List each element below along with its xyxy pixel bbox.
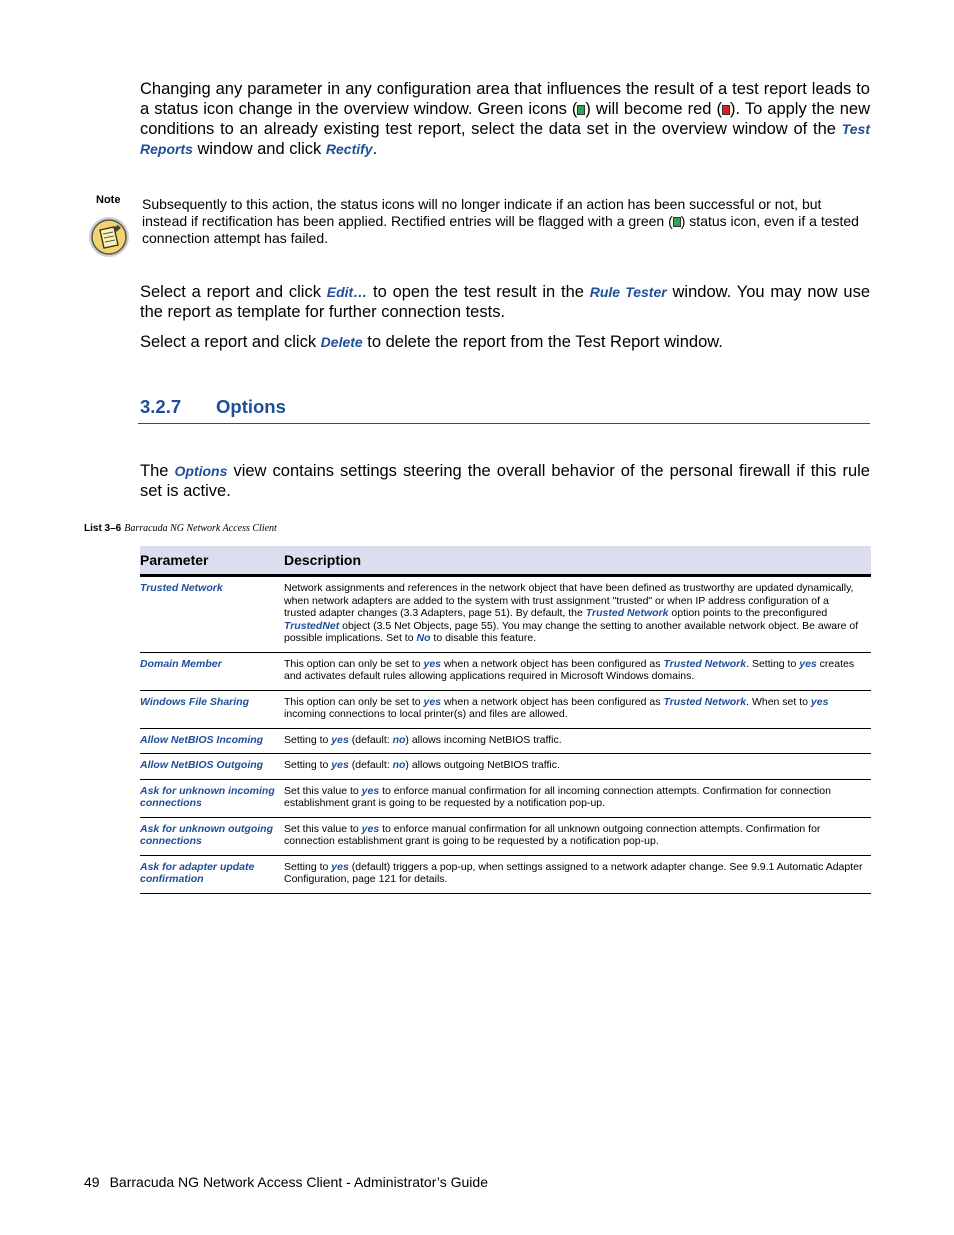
description-text: to enforce manual confirmation for all unknown outgoing connection attempts. Confirmation for connection establishment grant is going to be requested by a notification pop-up. bbox=[284, 822, 821, 847]
delete-keyword: Delete bbox=[320, 334, 363, 350]
description-text: Setting to bbox=[284, 860, 332, 873]
description-text: incoming connections to local printer(s) and files are allowed. bbox=[284, 708, 568, 720]
parameter-name: Ask for adapter update confirmation bbox=[140, 855, 284, 893]
section-number: 3.2.7 bbox=[140, 396, 182, 417]
options-text: The bbox=[140, 462, 175, 480]
parameter-description bbox=[284, 652, 871, 690]
table-row bbox=[140, 690, 871, 728]
description-text: . Setting to bbox=[746, 657, 800, 670]
list-caption bbox=[84, 523, 277, 534]
description-keyword: yes bbox=[423, 695, 442, 708]
edit-text: Select a report and click bbox=[140, 283, 327, 301]
description-text: Setting to bbox=[284, 733, 332, 746]
description-keyword: yes bbox=[423, 657, 442, 670]
description-text: ) allows incoming NetBIOS traffic. bbox=[405, 733, 562, 746]
intro-text: ). To apply the new conditions to an already existing test report, select the data set in the overview window of the bbox=[140, 100, 870, 138]
description-text: when a network object has been configured as bbox=[441, 695, 664, 708]
intro-text: window and click bbox=[192, 140, 326, 158]
description-keyword: yes bbox=[331, 759, 349, 771]
table-header-row bbox=[140, 546, 871, 576]
page-number: 49 bbox=[84, 1174, 100, 1190]
parameter-description bbox=[284, 728, 871, 754]
delete-text: to delete the report from the Test Report window. bbox=[362, 333, 723, 351]
note-label: Note bbox=[96, 194, 121, 206]
description-text: to disable this feature. bbox=[430, 632, 537, 644]
description-keyword: yes bbox=[810, 695, 829, 708]
description-keyword: yes bbox=[331, 733, 349, 746]
description-text: . When set to bbox=[746, 695, 811, 708]
description-text: (default) triggers a pop-up, when settings assigned to a network adapter change. See 9.9.1 Automatic Adapter Configuration, page 121 for details. bbox=[284, 860, 863, 885]
description-text: Set this value to bbox=[284, 784, 362, 797]
delete-text: Select a report and click bbox=[140, 333, 321, 351]
parameter-description bbox=[284, 690, 871, 728]
parameter-name: Allow NetBIOS Incoming bbox=[140, 728, 284, 754]
description-text: Set this value to bbox=[284, 822, 362, 835]
parameter-description bbox=[284, 754, 871, 780]
table-row bbox=[140, 779, 871, 817]
caption-number: List 3–6 bbox=[84, 523, 122, 534]
description-text: This option can only be set to bbox=[284, 657, 424, 670]
options-keyword: Options bbox=[174, 463, 228, 479]
table-row bbox=[140, 754, 871, 780]
description-text: option points to the preconfigured bbox=[668, 607, 828, 619]
table-row bbox=[140, 576, 871, 653]
rectify-keyword: Rectify bbox=[325, 141, 373, 157]
edit-paragraph bbox=[140, 282, 870, 322]
edit-text: window. You may now use the report as template for further connection tests. bbox=[140, 283, 870, 321]
edit-keyword: Edit… bbox=[326, 284, 368, 300]
intro-paragraph bbox=[140, 79, 870, 159]
rule-tester-keyword: Rule Tester bbox=[589, 284, 667, 300]
note-text-part: ) status icon, even if a tested connection attempt has failed. bbox=[142, 213, 859, 246]
description-keyword: TrustedNet bbox=[284, 619, 340, 632]
description-keyword: Trusted Network bbox=[663, 657, 747, 670]
parameter-description bbox=[284, 779, 871, 817]
parameter-description bbox=[284, 855, 871, 893]
section-divider bbox=[138, 423, 870, 424]
table-row bbox=[140, 817, 871, 855]
section-title: Options bbox=[216, 396, 286, 417]
description-text: object (3.5 Net Objects, page 55). You may change the setting to another available network object. Be aware of possible implications. Set to bbox=[284, 619, 859, 644]
description-text: (default: bbox=[348, 759, 393, 771]
note-text-part: Subsequently to this action, the status icons will no longer indicate if an action has been successful or not, but instead if rectification has been applied. Rectified entries will be flagged with a green ( bbox=[142, 196, 822, 229]
description-text: creates and activates default rules allowing applications required in Microsoft Windows domains. bbox=[284, 657, 855, 682]
table-row bbox=[140, 855, 871, 893]
page-footer bbox=[84, 1174, 488, 1190]
table-row bbox=[140, 652, 871, 690]
description-keyword: yes bbox=[799, 657, 817, 670]
intro-text: . bbox=[372, 140, 378, 158]
description-keyword: Trusted Network bbox=[585, 607, 669, 619]
red-status-icon bbox=[722, 105, 730, 115]
delete-paragraph bbox=[140, 332, 870, 352]
green-status-icon bbox=[673, 217, 681, 227]
description-keyword: No bbox=[416, 632, 431, 644]
options-text: view contains settings steering the overall behavior of the personal firewall if this rule set is active. bbox=[140, 462, 870, 500]
description-text: This option can only be set to bbox=[284, 695, 424, 708]
caption-text: Barracuda NG Network Access Client bbox=[124, 523, 277, 534]
description-text: when a network object has been configured as bbox=[441, 657, 664, 670]
parameter-table bbox=[140, 546, 871, 894]
table-row bbox=[140, 728, 871, 754]
description-text: Network assignments and references in the network object that have been defined as trustworthy are updated dynamically, when network adapters are added to the system with trust assignment "trusted" or when IP address configuration of a trusted adapter changes (3.3 Adapters, page 51). By default, the bbox=[284, 582, 854, 619]
intro-text: Changing any parameter in any configuration area that influences the result of a test report leads to a status icon change in the overview window. Green icons ( bbox=[140, 80, 870, 118]
description-keyword: yes bbox=[361, 784, 380, 797]
options-paragraph bbox=[140, 461, 870, 501]
parameter-description bbox=[284, 817, 871, 855]
header-description: Description bbox=[284, 546, 871, 576]
description-text: to enforce manual confirmation for all incoming connection attempts. Confirmation for connection establishment grant is going to be requested by a notification pop-up. bbox=[284, 784, 831, 809]
description-text: (default: bbox=[348, 733, 393, 746]
description-text: Setting to bbox=[284, 759, 332, 771]
parameter-name: Allow NetBIOS Outgoing bbox=[140, 754, 284, 780]
intro-text: ) will become red ( bbox=[585, 100, 722, 118]
green-status-icon bbox=[577, 105, 585, 115]
edit-text: to open the test result in the bbox=[367, 283, 590, 301]
parameter-name: Domain Member bbox=[140, 652, 284, 690]
description-keyword: Trusted Network bbox=[663, 695, 747, 708]
parameter-name: Trusted Network bbox=[140, 576, 284, 653]
parameter-name: Windows File Sharing bbox=[140, 690, 284, 728]
description-keyword: yes bbox=[361, 822, 380, 835]
parameter-name: Ask for unknown incoming connections bbox=[140, 779, 284, 817]
section-heading bbox=[140, 396, 870, 418]
description-text: ) allows outgoing NetBIOS traffic. bbox=[405, 759, 560, 771]
parameter-name: Ask for unknown outgoing connections bbox=[140, 817, 284, 855]
description-keyword: yes bbox=[331, 860, 349, 873]
note-text bbox=[142, 196, 868, 247]
footer-title: Barracuda NG Network Access Client - Administrator’s Guide bbox=[109, 1174, 488, 1190]
test-reports-keyword: Test Reports bbox=[140, 121, 870, 157]
description-keyword: no bbox=[392, 733, 406, 746]
header-parameter: Parameter bbox=[140, 546, 284, 576]
parameter-description bbox=[284, 576, 871, 653]
note-pencil-icon bbox=[88, 216, 130, 258]
description-keyword: no bbox=[392, 759, 406, 771]
